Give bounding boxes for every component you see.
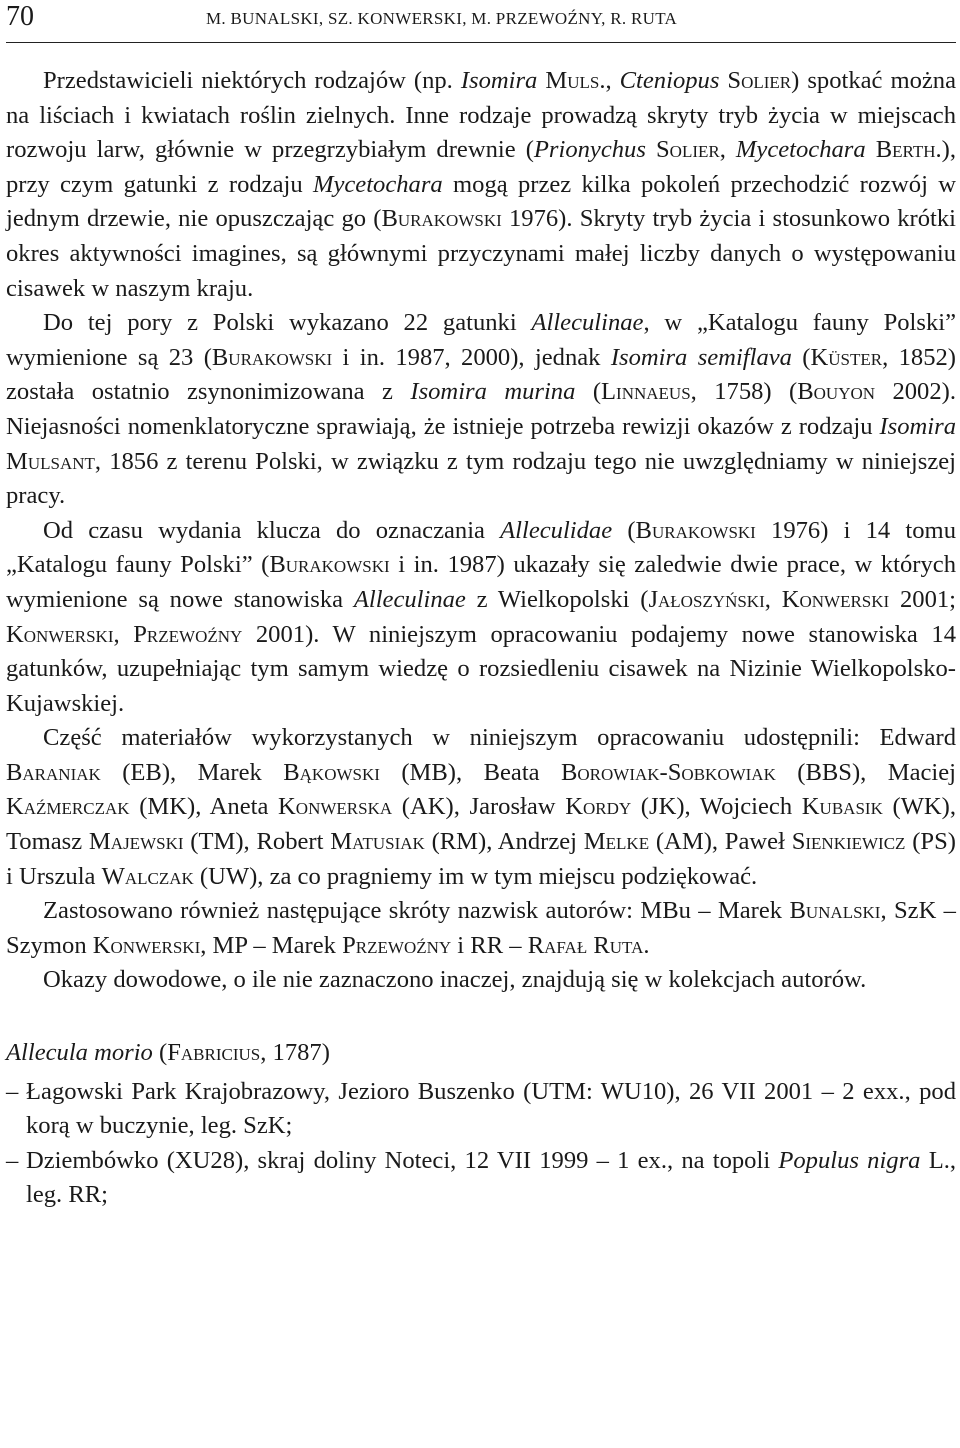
body-text <box>6 64 956 1213</box>
paragraph-3: Od czasu wydania klucza do oznaczania Alleculidae (Burakowski 1976) i 14 tomu „Katalogu fauny Polski” (Burakowski i in. 1987) ukazały się zaledwie dwie prace, w których wymienione są nowe stanowiska Alleculinae z Wielkopolski (Jałoszyński, Konwerski 2001; Konwerski, Przewoźny 2001). W niniejszym opracowaniu podajemy nowe stanowiska 14 gatunków, uzupełniając tym samym wiedzę o rozsiedleniu cisawek na Nizinie Wielkopolsko-Kujawskiej. <box>6 516 957 717</box>
species-heading: Allecula morio (Fabricius, 1787) <box>6 1039 330 1067</box>
paragraph-2: Do tej pory z Polski wykazano 22 gatunki Alleculinae, w „Katalogu fauny Polski” wymienione są 23 (Burakowski i in. 1987, 2000), jednak Isomira semiflava (Küster, 1852) została ostatnio zsynonimizowana z Isomira murina (Linnaeus, 1758) (Bouyon 2002). Niejasności nomenklatoryczne sprawiają, że istnieje potrzeba rewizji okazów z rodzaju Isomira Mulsant, 1856 z terenu Polski, w związku z tym rodzaju tego nie uwzględniamy w niniejszej pracy. <box>6 309 956 510</box>
paragraph-6: Okazy dowodowe, o ile nie zaznaczono inaczej, znajdują się w kolekcjach autorów. <box>43 966 867 994</box>
paragraph-5: Zastosowano również następujące skróty nazwisk autorów: MBu – Marek Bunalski, SzK – Szymon Konwerski, MP – Marek Przewoźny i RR – Rafał Ruta. <box>6 897 956 959</box>
record-item: – Dziembówko (XU28), skraj doliny Noteci, 12 VII 1999 – 1 ex., na topoli Populus nigra L., leg. RR; <box>6 1146 957 1209</box>
record-item: – Łagowski Park Krajobrazowy, Jezioro Buszenko (UTM: WU10), 26 VII 2001 – 2 exx., pod korą w buczynie, leg. SzK; <box>6 1077 956 1140</box>
paragraph-1: Przedstawicieli niektórych rodzajów (np. Isomira Muls., Cteniopus Solier) spotkać można na liściach i kwiatach roślin zielnych. Inne rodzaje prowadzą skryty tryb życia w miejscach rozwoju larw, głównie w przegrzybiałym drewnie (Prionychus Solier, Mycetochara Berth.), przy czym gatunki z rodzaju Mycetochara mogą przez kilka pokoleń przechodzić rozwój w jednym drzewie, nie opuszczając go (Burakowski 1976). Skryty tryb życia i stosunkowo krótki okres aktywności imagines, są głównymi przyczynami małej liczby danych o występowaniu cisawek w naszym kraju. <box>6 67 957 302</box>
running-head-authors: M. BUNALSKI, SZ. KONWERSKI, M. PRZEWOŹNY, R. RUTA <box>206 9 678 28</box>
running-header <box>6 0 956 43</box>
page-number: 70 <box>6 1 34 32</box>
paragraph-4: Część materiałów wykorzystanych w niniejszym opracowaniu udostępnili: Edward Baraniak (EB), Marek Bąkowski (MB), Beata Borowiak-Sobkowiak (BBS), Maciej Kaźmerczak (MK), Aneta Konwerska (AK), Jarosław Kordy (JK), Wojciech Kubasik (WK), Tomasz Majewski (TM), Robert Matusiak (RM), Andrzej Melke (AM), Paweł Sienkiewicz (PS) i Urszula Walczak (UW), za co pragniemy im w tym miejscu podziękować. <box>6 724 957 890</box>
